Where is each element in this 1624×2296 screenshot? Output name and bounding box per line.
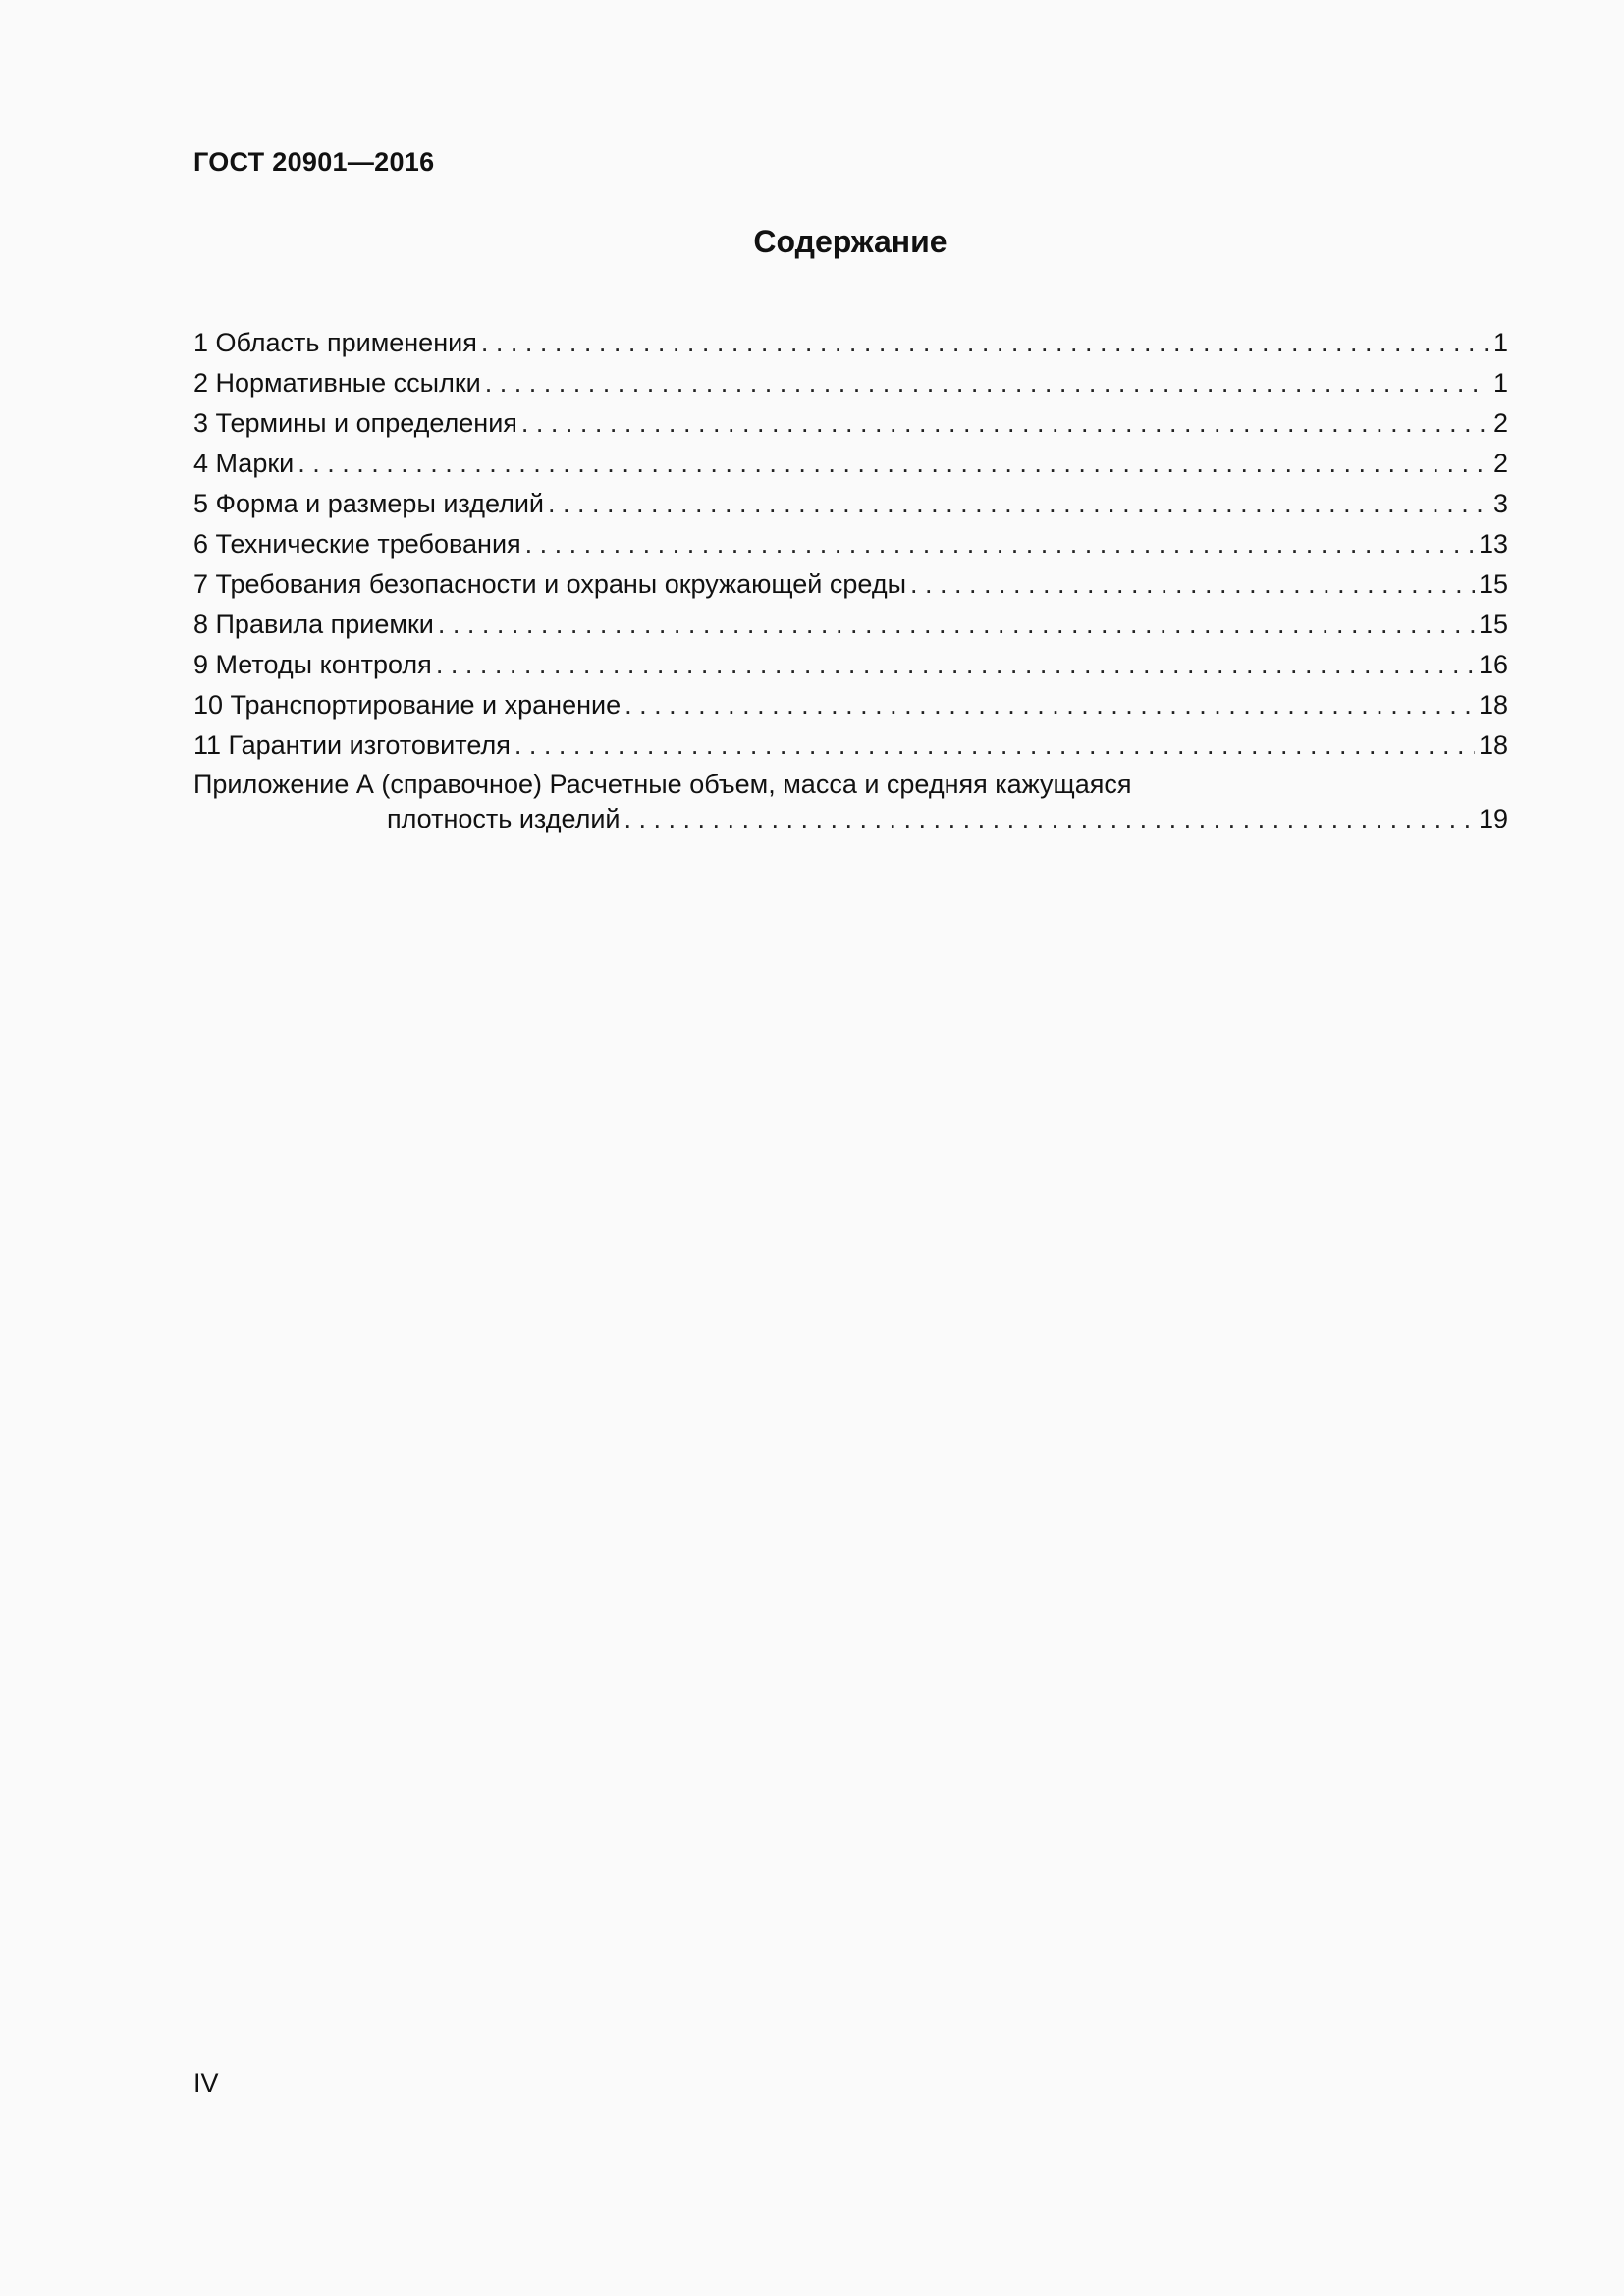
appendix-title-line2-row bbox=[193, 802, 1508, 835]
toc-entry-safety-environment[interactable] bbox=[193, 564, 1508, 605]
toc-entry-label: 9 Методы контроля bbox=[193, 650, 432, 679]
appendix-title-line1: Приложение А (справочное) Расчетные объем, масса и средняя кажущаяся bbox=[193, 770, 1132, 799]
toc-title: Содержание bbox=[753, 224, 947, 259]
toc-entry-manufacturer-warranty[interactable] bbox=[193, 725, 1508, 766]
dot-leader bbox=[438, 605, 1475, 645]
toc-entry-technical-requirements[interactable] bbox=[193, 524, 1508, 564]
toc-entry-page: 15 bbox=[1478, 610, 1508, 639]
toc-entry-page: 15 bbox=[1478, 569, 1508, 599]
toc-entry-label: 1 Область применения bbox=[193, 328, 477, 357]
toc-entry-label: 6 Технические требования bbox=[193, 529, 521, 559]
toc-entry-label: 11 Гарантии изготовителя bbox=[193, 730, 511, 760]
dot-leader bbox=[514, 725, 1475, 766]
dot-leader bbox=[485, 363, 1489, 403]
toc-entry-normative-references[interactable] bbox=[193, 363, 1508, 403]
toc-entry-page: 16 bbox=[1478, 650, 1508, 679]
dot-leader bbox=[481, 323, 1489, 363]
toc-entry-label: 4 Марки bbox=[193, 449, 295, 478]
dot-leader bbox=[521, 403, 1489, 444]
appendix-title-line2: плотность изделий bbox=[387, 804, 621, 833]
toc-entry-terms-definitions[interactable] bbox=[193, 403, 1508, 444]
toc-entry-label: 3 Термины и определения bbox=[193, 408, 517, 438]
toc-entry-page: 1 bbox=[1492, 328, 1508, 357]
document-code: ГОСТ 20901—2016 bbox=[193, 147, 435, 177]
toc-entry-page: 2 bbox=[1492, 449, 1508, 478]
page-number: IV bbox=[193, 2068, 219, 2098]
toc-entry-grades[interactable] bbox=[193, 444, 1508, 484]
dot-leader bbox=[436, 645, 1475, 685]
toc-entry-page: 13 bbox=[1478, 529, 1508, 559]
toc-entry-page: 18 bbox=[1478, 690, 1508, 720]
dot-leader bbox=[624, 802, 1475, 835]
toc-entry-appendix-a[interactable] bbox=[193, 768, 1508, 835]
dot-leader bbox=[298, 444, 1489, 484]
toc-entry-label: 5 Форма и размеры изделий bbox=[193, 489, 545, 518]
toc-entry-page: 18 bbox=[1478, 730, 1508, 760]
toc-entry-page: 1 bbox=[1492, 368, 1508, 398]
toc-entry-page: 19 bbox=[1478, 804, 1508, 833]
toc-entry-label: 8 Правила приемки bbox=[193, 610, 434, 639]
toc-entry-label: 2 Нормативные ссылки bbox=[193, 368, 481, 398]
toc-entry-shape-dimensions[interactable] bbox=[193, 484, 1508, 524]
dot-leader bbox=[910, 564, 1475, 605]
toc-entry-label: 10 Транспортирование и хранение bbox=[193, 690, 622, 720]
toc-entry-acceptance-rules[interactable] bbox=[193, 605, 1508, 645]
toc-entry-page: 2 bbox=[1492, 408, 1508, 438]
toc-entry-control-methods[interactable] bbox=[193, 645, 1508, 685]
table-of-contents bbox=[193, 323, 1508, 835]
dot-leader bbox=[624, 685, 1475, 725]
dot-leader bbox=[525, 524, 1475, 564]
toc-entry-scope[interactable] bbox=[193, 323, 1508, 363]
toc-entry-transport-storage[interactable] bbox=[193, 685, 1508, 725]
toc-entry-page: 3 bbox=[1492, 489, 1508, 518]
toc-entry-label: 7 Требования безопасности и охраны окружающей среды bbox=[193, 569, 906, 599]
dot-leader bbox=[548, 484, 1489, 524]
